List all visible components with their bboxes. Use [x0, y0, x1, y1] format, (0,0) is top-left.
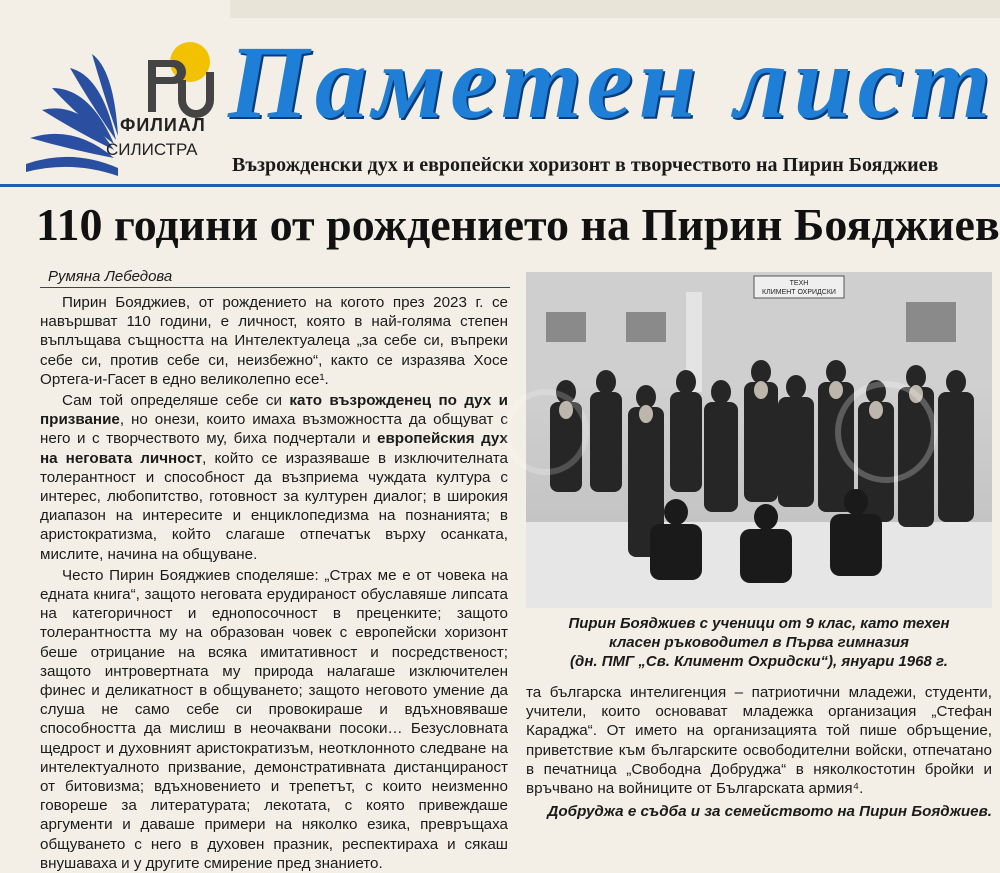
article-headline: 110 години от рождението на Пирин Бояджиев	[36, 199, 1000, 250]
logo-text-branch: ФИЛИАЛ	[120, 115, 206, 135]
photo-caption	[526, 614, 992, 671]
logo-text-city: СИЛИСТРА	[106, 140, 198, 159]
p2-text-c: , който се изразяваше в изключителната толерантност и способност да възприема чуждата култура с интерес, любопитство, готовност за културен диалог; в широкия диапазон на интересите и енциклопедизма на познанията; в аристократизма, който слагаше отпечатък върху осанката, мислите, начина на общуване.	[40, 449, 508, 563]
article-body-right	[526, 683, 992, 839]
paragraph-2	[40, 391, 508, 564]
school-sign-line2: КЛИМЕНТ ОХРИДСКИ	[762, 289, 836, 296]
p2-text-b: , но онези, които имаха възможността да общуват с него и с творчеството му, биха подчертали и	[40, 411, 508, 448]
caption-line-3: (дн. ПМГ „Св. Климент Охридски“), януари 1968 г.	[570, 653, 948, 670]
article-body-left	[40, 293, 508, 872]
p2-bold-b: европейския дух на неговата личност	[40, 430, 508, 467]
paragraph-3: Често Пирин Бояджиев споделяше: „Страх ме е от човека на едната книга“, защото неговата ерудираност обуславяше липсата на категоричност и еднопосочност в преценките; защото толерантността му на образован човек с европейски хоризонт беше отрицание на всяка имитативност и посредственост; защото интровертната му природа налагаше изключителен финес и деликатност в общуването; защото неговото умение да слуша не само себе си провокираше и вдъхновяваше способността да мислиш в неочаквани посоки… Безусловната щедрост и духовният аристократизъм, неотклонното следване на интелектуалното призвание, демонстративната дистанцираност от битовизма; вдъхновението и трепетът, с които неизменно говореше за литературата; лекотата, с която привеждаше аргументи и даваше примери на няколко езика, превръщаха общуването с него в духовен празник, респектираха и сякаш внушаваха и у другите смирение пред знанието.	[40, 566, 508, 872]
masthead-title: Паметен лист	[228, 25, 997, 140]
article-author: Румяна Лебедова	[48, 268, 173, 285]
group-photo	[526, 272, 992, 608]
closing-line: Добруджа е съдба и за семейството на Пирин Бояджиев.	[547, 803, 992, 821]
header-rule	[0, 184, 1000, 187]
masthead-subtitle: Възрожденски дух и европейски хоризонт в творчеството на Пирин Бояджиев	[232, 154, 939, 176]
school-sign-line1: ТЕХН	[789, 280, 809, 287]
paragraph-1: Пирин Бояджиев, от рождението на когото през 2023 г. се навършват 110 години, е личност, която в най-голяма степен въплъщава същността на Интелектуалеца „за себе си, въпреки себе си, против себе си, неизбежно“, както се изразява Хосе Ортега-и-Гасет в едно великолепно есе¹.	[40, 294, 508, 388]
author-rule	[40, 287, 510, 288]
bleed-through-strip	[230, 0, 1000, 18]
caption-line-1: Пирин Бояджиев с ученици от 9 клас, като техен	[568, 615, 950, 632]
p2-bold-a: като възрожденец по дух и призвание	[40, 392, 508, 429]
paragraph-right-1: та българска интелигенция – патриотични младежи, студенти, учители, които основават младежка организация „Стефан Караджа“. От името на организацията той пише обръщение, приветствие към българските освободителни войски, отпечатано в печатница „Свободна Добруджа“ в няколкостотин бройки и връчвано на войниците от Българската армия⁴.	[526, 684, 992, 798]
caption-line-2: класен ръководител в Първа гимназия	[608, 634, 909, 651]
p2-text-a: Сам той определяше себе си	[62, 392, 290, 410]
